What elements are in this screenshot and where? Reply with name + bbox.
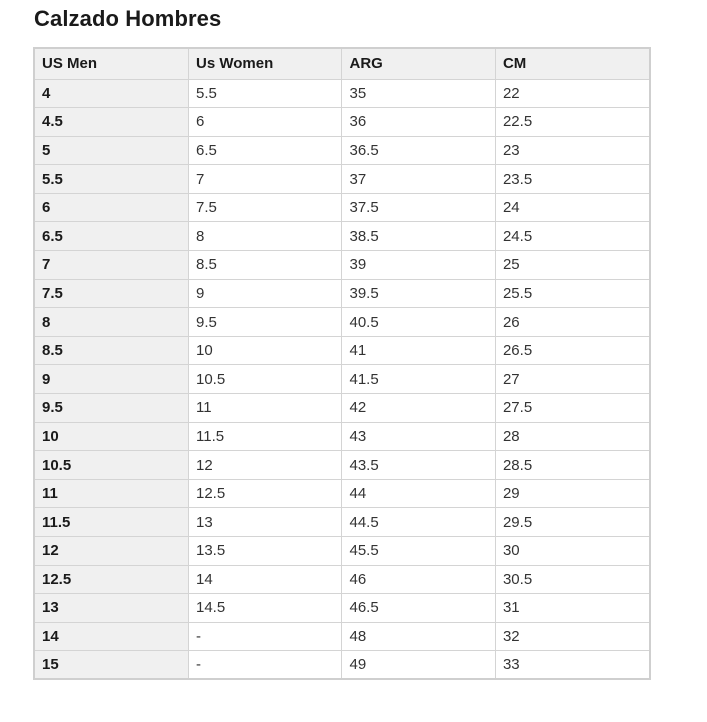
cell-us-men: 9: [34, 365, 189, 394]
cell-us-women: 8.5: [189, 251, 342, 280]
cell-cm: 22.5: [495, 108, 650, 137]
cell-us-women: 6.5: [189, 136, 342, 165]
cell-cm: 29.5: [495, 508, 650, 537]
cell-arg: 41.5: [342, 365, 495, 394]
table-row: [34, 537, 650, 566]
cell-arg: 44.5: [342, 508, 495, 537]
cell-us-men: 15: [34, 651, 189, 680]
table-row: [34, 251, 650, 280]
cell-arg: 44: [342, 479, 495, 508]
cell-us-women: 12: [189, 451, 342, 480]
cell-us-women: 11: [189, 394, 342, 423]
table-row: [34, 422, 650, 451]
cell-us-women: 9.5: [189, 308, 342, 337]
cell-arg: 49: [342, 651, 495, 680]
table-row: [34, 622, 650, 651]
table-row: [34, 79, 650, 108]
cell-cm: 23: [495, 136, 650, 165]
cell-arg: 37.5: [342, 193, 495, 222]
cell-cm: 25: [495, 251, 650, 280]
cell-cm: 26.5: [495, 336, 650, 365]
table-row: [34, 651, 650, 680]
cell-arg: 36: [342, 108, 495, 137]
table-row: [34, 394, 650, 423]
cell-us-women: 14: [189, 565, 342, 594]
cell-us-men: 9.5: [34, 394, 189, 423]
cell-us-women: -: [189, 651, 342, 680]
table-row: [34, 508, 650, 537]
cell-cm: 23.5: [495, 165, 650, 194]
cell-us-women: -: [189, 622, 342, 651]
header-us-men: US Men: [34, 48, 189, 79]
cell-cm: 30: [495, 537, 650, 566]
cell-cm: 27: [495, 365, 650, 394]
cell-us-men: 7.5: [34, 279, 189, 308]
cell-us-men: 14: [34, 622, 189, 651]
size-chart-table: [33, 47, 651, 680]
header-row: [34, 48, 650, 79]
cell-arg: 45.5: [342, 537, 495, 566]
cell-us-women: 10.5: [189, 365, 342, 394]
cell-arg: 43.5: [342, 451, 495, 480]
cell-arg: 39.5: [342, 279, 495, 308]
cell-us-women: 9: [189, 279, 342, 308]
cell-us-men: 8.5: [34, 336, 189, 365]
cell-us-men: 12: [34, 537, 189, 566]
cell-cm: 22: [495, 79, 650, 108]
table-row: [34, 594, 650, 623]
cell-us-women: 6: [189, 108, 342, 137]
cell-us-men: 13: [34, 594, 189, 623]
cell-us-men: 6.5: [34, 222, 189, 251]
table-row: [34, 165, 650, 194]
cell-cm: 30.5: [495, 565, 650, 594]
cell-cm: 24: [495, 193, 650, 222]
cell-arg: 39: [342, 251, 495, 280]
cell-us-men: 10.5: [34, 451, 189, 480]
cell-cm: 28: [495, 422, 650, 451]
cell-us-women: 14.5: [189, 594, 342, 623]
cell-arg: 37: [342, 165, 495, 194]
table-header: [34, 48, 650, 79]
table-row: [34, 222, 650, 251]
cell-cm: 27.5: [495, 394, 650, 423]
page-title: Calzado Hombres: [34, 6, 222, 31]
table-row: [34, 279, 650, 308]
cell-us-women: 5.5: [189, 79, 342, 108]
cell-cm: 31: [495, 594, 650, 623]
cell-arg: 46.5: [342, 594, 495, 623]
cell-us-women: 7: [189, 165, 342, 194]
header-cm: CM: [495, 48, 650, 79]
cell-us-men: 4: [34, 79, 189, 108]
cell-us-women: 10: [189, 336, 342, 365]
cell-arg: 35: [342, 79, 495, 108]
cell-us-men: 7: [34, 251, 189, 280]
cell-us-women: 8: [189, 222, 342, 251]
table-row: [34, 565, 650, 594]
table-body: [34, 79, 650, 679]
table-row: [34, 308, 650, 337]
table-row: [34, 136, 650, 165]
header-arg: ARG: [342, 48, 495, 79]
cell-cm: 32: [495, 622, 650, 651]
cell-us-women: 13: [189, 508, 342, 537]
cell-arg: 38.5: [342, 222, 495, 251]
cell-us-men: 12.5: [34, 565, 189, 594]
cell-arg: 40.5: [342, 308, 495, 337]
header-us-women: Us Women: [189, 48, 342, 79]
table-row: [34, 451, 650, 480]
cell-arg: 46: [342, 565, 495, 594]
table-row: [34, 479, 650, 508]
cell-us-men: 11.5: [34, 508, 189, 537]
cell-us-men: 10: [34, 422, 189, 451]
cell-cm: 24.5: [495, 222, 650, 251]
cell-cm: 26: [495, 308, 650, 337]
cell-us-women: 12.5: [189, 479, 342, 508]
cell-us-men: 11: [34, 479, 189, 508]
cell-us-men: 5.5: [34, 165, 189, 194]
cell-us-men: 6: [34, 193, 189, 222]
cell-arg: 36.5: [342, 136, 495, 165]
cell-us-women: 11.5: [189, 422, 342, 451]
cell-cm: 28.5: [495, 451, 650, 480]
table-row: [34, 193, 650, 222]
cell-arg: 48: [342, 622, 495, 651]
cell-arg: 41: [342, 336, 495, 365]
cell-cm: 29: [495, 479, 650, 508]
cell-us-women: 13.5: [189, 537, 342, 566]
cell-us-men: 5: [34, 136, 189, 165]
cell-us-men: 8: [34, 308, 189, 337]
table-row: [34, 365, 650, 394]
cell-us-men: 4.5: [34, 108, 189, 137]
cell-arg: 42: [342, 394, 495, 423]
cell-us-women: 7.5: [189, 193, 342, 222]
cell-cm: 33: [495, 651, 650, 680]
cell-arg: 43: [342, 422, 495, 451]
cell-cm: 25.5: [495, 279, 650, 308]
table-row: [34, 336, 650, 365]
table-row: [34, 108, 650, 137]
